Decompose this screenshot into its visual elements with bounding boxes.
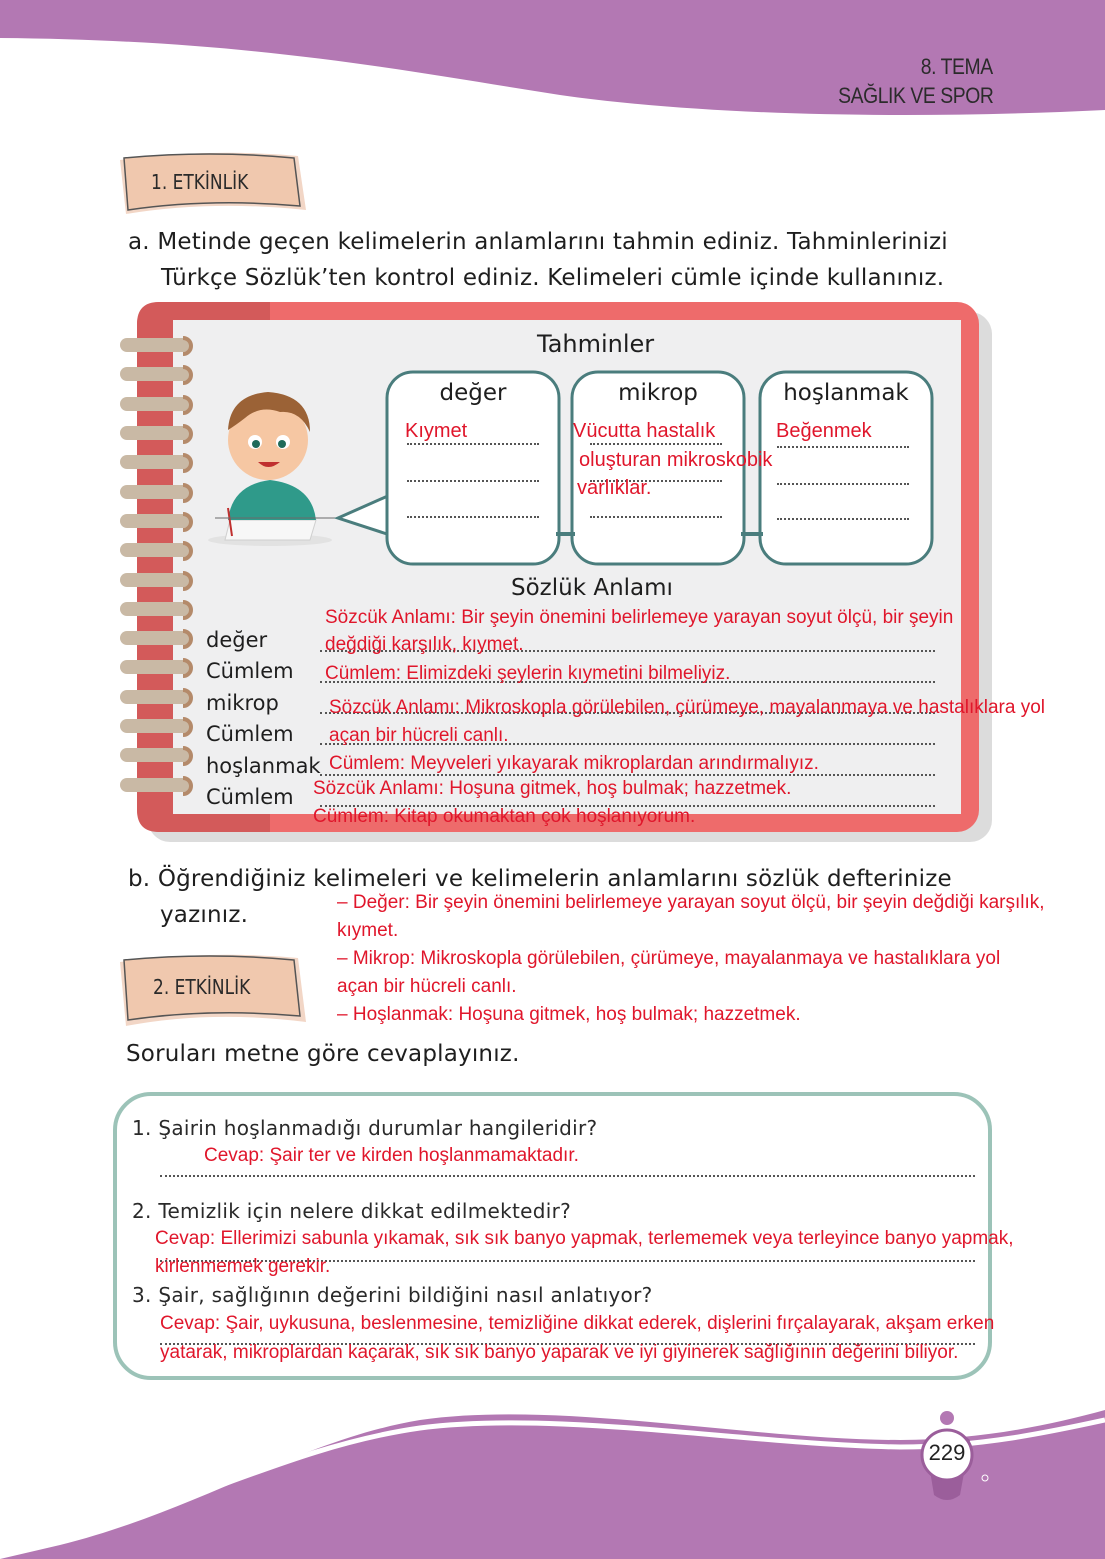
- answer-1: Cevap: Şair ter ve kirden hoşlanmamaktadır.: [204, 1145, 579, 1166]
- answer-line: [160, 1175, 975, 1177]
- row-label-hoslanmak: hoşlanmak: [206, 754, 321, 778]
- row-label-cumlem: Cümlem: [206, 659, 294, 683]
- row-label-mikrop: mikrop: [206, 691, 279, 715]
- notebook-answer: – Hoşlanmak: Hoşuna gitmek, hoş bulmak; hazzetmek.: [337, 1004, 801, 1025]
- answer-2: Cevap: Ellerimizi sabunla yıkamak, sık sık banyo yapmak, terlememek veya terleyince banyo yapmak,: [155, 1228, 1014, 1249]
- guess-answer: varlıklar.: [577, 477, 652, 499]
- dictionary-answer: Sözcük Anlamı: Bir şeyin önemini belirlemeye yarayan soyut ölçü, bir şeyin: [325, 607, 954, 628]
- activity2-instruction: Soruları metne göre cevaplayınız.: [126, 1041, 520, 1067]
- answer-2: kirlenmemek gerekir.: [155, 1256, 331, 1277]
- guess-word: değer: [439, 380, 507, 406]
- answer-line: [407, 480, 539, 482]
- answer-line: [777, 483, 909, 485]
- guess-answer: Kıymet: [405, 420, 468, 442]
- guess-box-hoslanmak: [760, 380, 932, 406]
- row-label-deger: değer: [206, 628, 268, 652]
- answer-line: [590, 516, 722, 518]
- guess-answer: oluşturan mikroskobik: [579, 449, 773, 471]
- instruction-b-line1: b. Öğrendiğiniz kelimeleri ve kelimelerin anlamlarını sözlük defterinize: [128, 866, 952, 892]
- answer-line: [777, 518, 909, 520]
- question-3: 3. Şair, sağlığının değerini bildiğini nasıl anlatıyor?: [132, 1283, 653, 1307]
- activity2-banner: 2. ETKİNLİK: [153, 975, 251, 999]
- dictionary-answer: açan bir hücreli canlı.: [329, 725, 509, 746]
- row-label-cumlem: Cümlem: [206, 722, 294, 746]
- instruction-a-line2: Türkçe Sözlük’ten kontrol ediniz. Kelimeleri cümle içinde kullanınız.: [161, 265, 945, 291]
- answer-3: Cevap: Şair, uykusuna, beslenmesine, temizliğine dikkat ederek, dişlerini fırçalayarak, akşam erken: [160, 1313, 995, 1334]
- question-1: 1. Şairin hoşlanmadığı durumlar hangileridir?: [132, 1116, 598, 1140]
- notebook-answer: – Mikrop: Mikroskopla görülebilen, çürümeye, mayalanmaya ve hastalıklara yol: [337, 948, 1001, 969]
- dictionary-answer: Cümlem: Meyveleri yıkayarak mikroplardan arındırmalıyız.: [329, 753, 819, 774]
- answer-line: [407, 516, 539, 518]
- instruction-a-line1: a. Metinde geçen kelimelerin anlamlarını tahmin ediniz. Tahminlerinizi: [128, 229, 948, 255]
- answer-3: yatarak, mikroplardan kaçarak, sık sık banyo yaparak ve iyi giyinerek sağlığının değerini biliyor.: [160, 1342, 959, 1363]
- theme-title: SAĞLIK VE SPOR: [837, 83, 993, 108]
- page-number: 229: [928, 1440, 966, 1465]
- question-2: 2. Temizlik için nelere dikkat edilmektedir?: [132, 1199, 572, 1223]
- dictionary-answer: Sözcük Anlamı: Mikroskopla görülebilen, çürümeye, mayalanmaya ve hastalıklara yol: [329, 697, 1045, 718]
- dictionary-answer: Cümlem: Kitap okumaktan çok hoşlanıyorum.: [313, 806, 696, 827]
- answer-line: [777, 446, 909, 448]
- dictionary-answer: değdiği karşılık, kıymet.: [325, 634, 524, 655]
- answer-line: [590, 443, 722, 445]
- guess-word: mikrop: [618, 380, 698, 406]
- dictionary-title: Sözlük Anlamı: [511, 575, 673, 601]
- dictionary-answer: Sözcük Anlamı: Hoşuna gitmek, hoş bulmak; hazzetmek.: [313, 778, 792, 799]
- guess-answer: Beğenmek: [776, 420, 872, 442]
- theme-number: 8. TEMA: [921, 54, 993, 79]
- guess-box-deger: [387, 380, 559, 406]
- activity1-banner: 1. ETKİNLİK: [151, 170, 249, 194]
- notebook-answer: açan bir hücreli canlı.: [337, 976, 517, 997]
- guess-word: hoşlanmak: [783, 380, 909, 406]
- instruction-b-line2: yazınız.: [160, 902, 249, 928]
- dictionary-answer: Cümlem: Elimizdeki şeylerin kıymetini bilmeliyiz.: [325, 663, 731, 684]
- notebook-answer: – Değer: Bir şeyin önemini belirlemeye yarayan soyut ölçü, bir şeyin değdiği karşılık,: [337, 892, 1045, 913]
- row-label-cumlem: Cümlem: [206, 785, 294, 809]
- answer-line: [407, 443, 539, 445]
- notebook-answer: kıymet.: [337, 920, 399, 941]
- guess-box-mikrop: [572, 380, 744, 406]
- guess-answer: Vücutta hastalık: [573, 420, 716, 442]
- guesses-title: Tahminler: [537, 330, 655, 358]
